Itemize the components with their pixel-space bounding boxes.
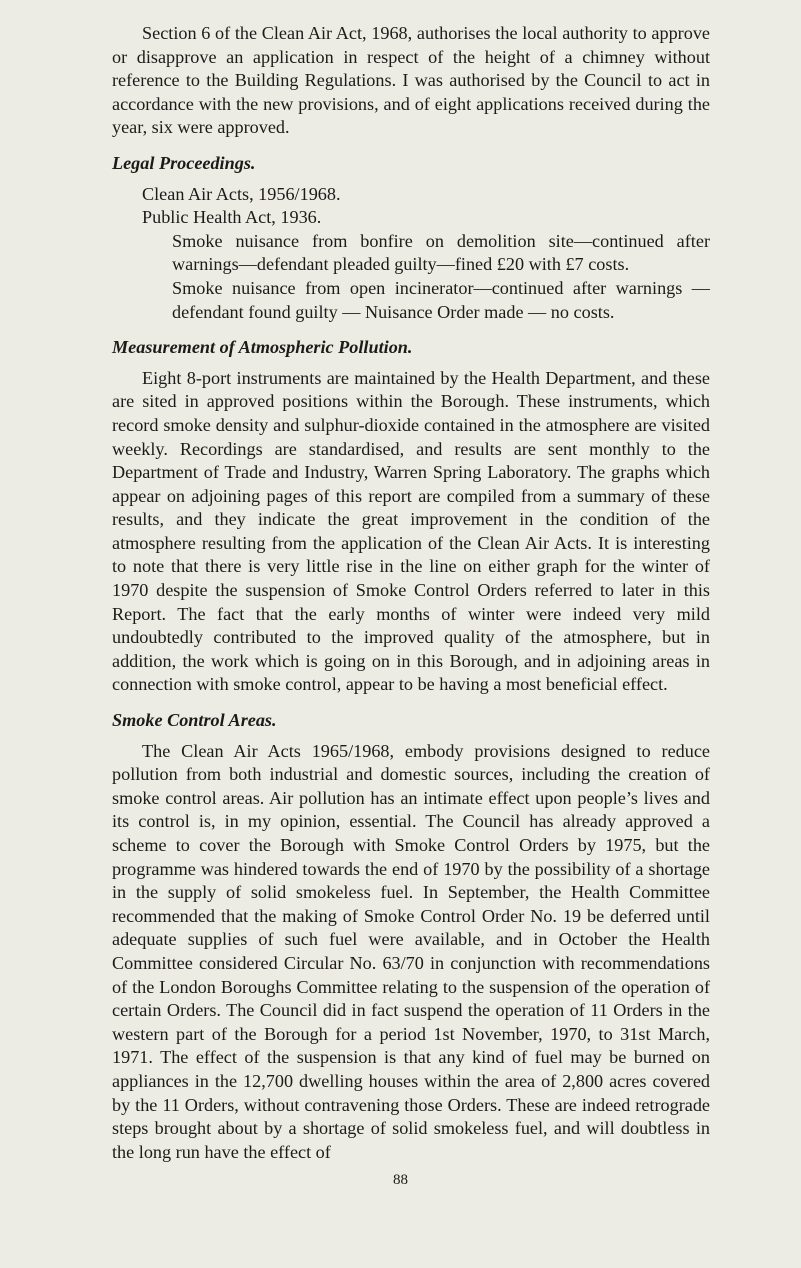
page-content	[112, 22, 710, 1164]
measurement-heading: Measurement of Atmospheric Pollution.	[112, 337, 413, 358]
case-incinerator-text: Smoke nuisance from open incinerator—continued after warnings — defendant found guilty — Nuisance Order made — no costs.	[172, 277, 710, 322]
case-incinerator	[112, 277, 710, 324]
measurement-paragraph: Eight 8-port instruments are maintained by the Health Department, and these are sited in approved positions within the Borough. These instruments, which record smoke density and sulphur-dioxide contained in the atmosphere are visited weekly. Recordings are standardised, and results are sent monthly to the Department of Trade and Industry, Warren Spring Laboratory. The graphs which appear on adjoining pages of this report are compiled from a summary of these results, and they indicate the great improvement in the condition of the atmosphere resulting from the application of the Clean Air Acts. It is interesting to note that there is very little rise in the line on either graph for the winter of 1970 despite the suspension of Smoke Control Orders referred to later in this Report. The fact that the early months of winter were indeed very mild undoubtedly contributed to the improved quality of the atmosphere, but in addition, the work which is going on in this Borough, and in adjoining areas in connection with smoke control, appear to be having a most beneficial effect.	[112, 367, 710, 695]
intro-paragraph: Section 6 of the Clean Air Act, 1968, authorises the local authority to approve or disapprove an application in respect of the height of a chimney without reference to the Building Regulations. I was authorised by the Council to act in accordance with the new provisions, and of eight applications received during the year, six were approved.	[112, 23, 710, 138]
smoke-control-heading: Smoke Control Areas.	[112, 710, 277, 731]
act-public-health: Public Health Act, 1936.	[142, 207, 322, 228]
smoke-control-paragraph: The Clean Air Acts 1965/1968, embody provisions designed to reduce pollution from both industrial and domestic sources, including the creation of smoke control areas. Air pollution has an intimate effect upon people’s lives and its control is, in my opinion, essential. The Council has already approved a scheme to cover the Borough with Smoke Control Orders by 1975, but the programme was hindered towards the end of 1970 by the possibility of a shortage in the supply of solid smokeless fuel. In September, the Health Committee recommended that the making of Smoke Control Order No. 19 be deferred until adequate supplies of such fuel were available, and in October the Health Committee considered Circular No. 63/70 in conjunction with recommendations of the London Boroughs Committee relating to the suspension of the operation of certain Orders. The Council did in fact suspend the operation of 11 Orders in the western part of the Borough for a period 1st November, 1970, to 31st March, 1971. The effect of the suspension is that any kind of fuel may be burned on appliances in the 12,700 dwelling houses within the area of 2,800 acres covered by the 11 Orders, without contravening those Orders. These are indeed retrograde steps brought about by a shortage of solid smokeless fuel, and will doubtless in the long run have the effect of	[112, 740, 710, 1162]
case-bonfire-text: Smoke nuisance from bonfire on demolition site—continued after warnings—defendant pleaded guilty—fined £20 with £7 costs.	[172, 230, 710, 275]
legal-proceedings-list	[112, 183, 710, 325]
case-bonfire	[112, 230, 710, 277]
act-clean-air: Clean Air Acts, 1956/1968.	[142, 183, 341, 204]
legal-proceedings-heading: Legal Proceedings.	[112, 152, 256, 173]
page-number: 88	[393, 1172, 408, 1188]
